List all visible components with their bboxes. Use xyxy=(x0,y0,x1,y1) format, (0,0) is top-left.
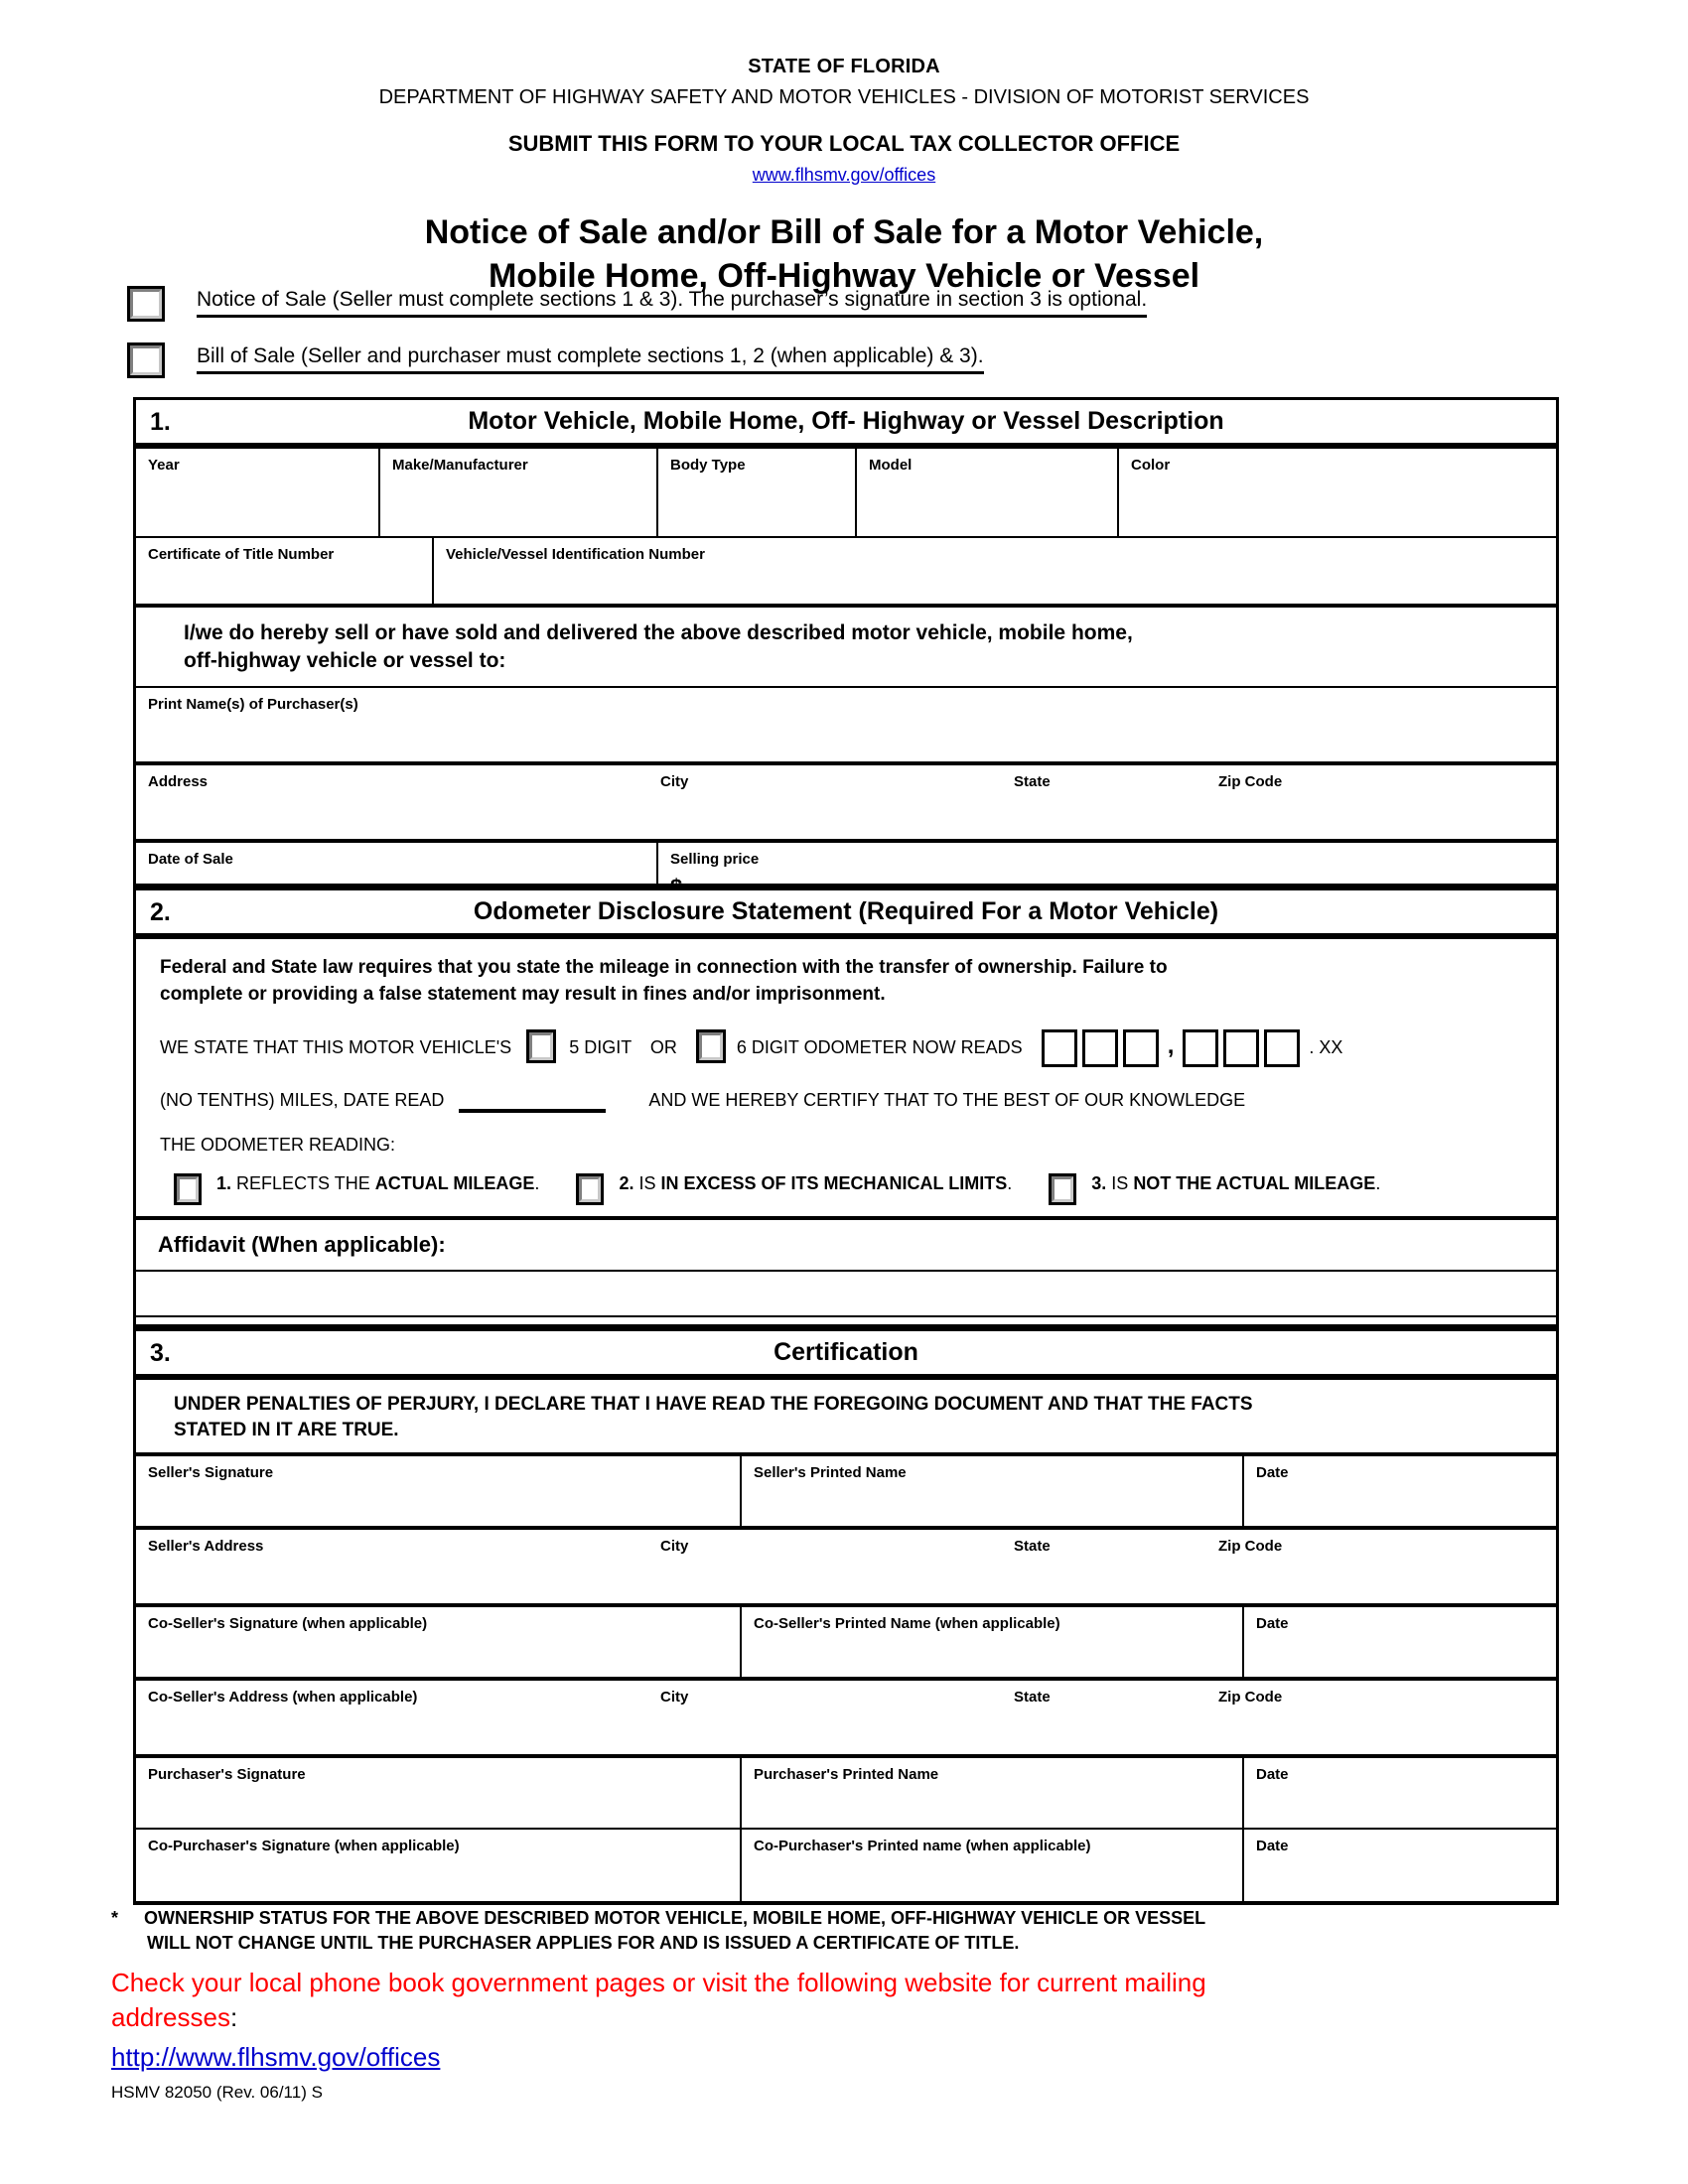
choice-1-pre: REFLECTS THE xyxy=(236,1173,375,1194)
no-tenths-label: (NO TENTHS) MILES, DATE READ xyxy=(160,1089,445,1110)
odometer-digit-box-4[interactable] xyxy=(1183,1029,1218,1067)
odometer-choices-row[interactable] xyxy=(136,1173,1556,1196)
label-city: City xyxy=(660,1538,689,1556)
column-divider xyxy=(1242,1830,1244,1901)
notice-of-sale-checkbox[interactable] xyxy=(127,286,165,322)
odometer-reading-label: THE ODOMETER READING: xyxy=(160,1135,396,1156)
label-state: State xyxy=(1014,1538,1051,1556)
mailing-alert-line1: Check your local phone book government pages or visit the following website for current mailing xyxy=(111,1968,1206,1998)
page-title-line1: Notice of Sale and/or Bill of Sale for a Motor Vehicle, xyxy=(424,213,1264,251)
label-city: City xyxy=(660,772,689,790)
table-row[interactable] xyxy=(133,1607,1559,1677)
section-2-number: 2. xyxy=(150,898,171,926)
label-purchaser-names: Print Name(s) of Purchaser(s) xyxy=(148,695,358,713)
agency-department: DEPARTMENT OF HIGHWAY SAFETY AND MOTOR VEHICLES - DIVISION OF MOTORIST SERVICES xyxy=(378,86,1310,108)
mailing-alert-line2: addresses xyxy=(111,2001,230,2032)
label-state: State xyxy=(1014,772,1051,790)
section-3-number: 3. xyxy=(150,1339,171,1367)
section-1-number: 1. xyxy=(150,408,171,436)
column-divider xyxy=(740,1758,742,1828)
page-title-line2: Mobile Home, Off-Highway Vehicle or Vessel xyxy=(488,256,1200,295)
title-vin-row[interactable] xyxy=(133,538,1559,604)
column-divider xyxy=(740,1456,742,1526)
five-digit-label: 5 DIGIT xyxy=(569,1036,632,1057)
label-sellers-signature: Seller's Signature xyxy=(148,1464,274,1482)
odometer-body xyxy=(133,939,1559,1216)
odometer-comma: , xyxy=(1167,1031,1175,1059)
column-divider xyxy=(656,449,658,536)
choice-2-checkbox[interactable] xyxy=(576,1173,604,1205)
purchaser-address-row[interactable] xyxy=(133,765,1559,839)
odometer-disclaimer-line1: Federal and State law requires that you state the mileage in connection with the transfer of ownership. Failure to xyxy=(160,957,1168,978)
odometer-digit-box-6[interactable] xyxy=(1264,1029,1300,1067)
label-selling-price: Selling price xyxy=(670,850,760,868)
label-co-purchasers-signature: Co-Purchaser's Signature (when applicable) xyxy=(148,1838,460,1855)
vehicle-description-row[interactable] xyxy=(133,449,1559,536)
table-row[interactable] xyxy=(133,1830,1559,1901)
sale-statement-line1: I/we do hereby sell or have sold and delivered the above described motor vehicle, mobile home, xyxy=(184,621,1133,644)
table-row[interactable] xyxy=(133,1530,1559,1603)
date-read-row[interactable] xyxy=(136,1089,1556,1113)
choice-3-number: 3. xyxy=(1091,1173,1107,1194)
document-header xyxy=(0,56,1688,298)
choice-2-strong: IN EXCESS OF ITS MECHANICAL LIMITS xyxy=(660,1173,1008,1194)
choice-2-pre: IS xyxy=(638,1173,661,1194)
five-digit-checkbox[interactable] xyxy=(526,1029,556,1063)
odometer-digit-box-1[interactable] xyxy=(1042,1029,1077,1067)
affidavit-label: Affidavit (When applicable): xyxy=(158,1232,446,1258)
label-zip-code: Zip Code xyxy=(1218,1689,1283,1706)
section-1-header xyxy=(133,397,1559,443)
label-zip-code: Zip Code xyxy=(1218,1538,1283,1556)
choice-3-post: . xyxy=(1375,1173,1381,1194)
section-1-title: Motor Vehicle, Mobile Home, Off- Highway or Vessel Description xyxy=(468,407,1224,435)
label-co-sellers-address: Co-Seller's Address (when applicable) xyxy=(148,1689,418,1706)
label-address: Address xyxy=(148,772,209,790)
or-label: OR xyxy=(649,1036,677,1057)
bill-of-sale-label: Bill of Sale (Seller and purchaser must complete sections 1, 2 (when applicable) & 3). xyxy=(197,344,984,374)
sale-statement xyxy=(133,608,1559,686)
section-1 xyxy=(133,397,1559,904)
notice-of-sale-label: Notice of Sale (Seller must complete sections 1 & 3). The purchaser’s signature in section 3 is optional. xyxy=(197,288,1147,318)
sale-statement-line2: off-highway vehicle or vessel to: xyxy=(184,649,506,673)
agency-state: STATE OF FLORIDA xyxy=(748,56,940,77)
perjury-line2: STATED IN IT ARE TRUE. xyxy=(174,1419,399,1440)
odometer-digit-box-3[interactable] xyxy=(1123,1029,1159,1067)
column-divider xyxy=(1242,1456,1244,1526)
ownership-note-line1: OWNERSHIP STATUS FOR THE ABOVE DESCRIBED MOTOR VEHICLE, MOBILE HOME, OFF-HIGHWAY VEHICLE OR VESSEL xyxy=(144,1908,1206,1928)
label-purchasers-signature: Purchaser's Signature xyxy=(148,1766,306,1784)
label-state: State xyxy=(1014,1689,1051,1706)
label-year: Year xyxy=(148,457,180,474)
form-code: HSMV 82050 (Rev. 06/11) S xyxy=(111,2083,323,2102)
perjury-line1: UNDER PENALTIES OF PERJURY, I DECLARE THAT I HAVE READ THE FOREGOING DOCUMENT AND THAT THE FACTS xyxy=(174,1394,1253,1415)
table-row[interactable] xyxy=(133,1758,1559,1828)
odometer-reading-row[interactable] xyxy=(136,1029,1556,1067)
date-read-input[interactable] xyxy=(459,1089,606,1113)
table-row[interactable] xyxy=(133,1456,1559,1526)
column-divider xyxy=(1242,1607,1244,1677)
choice-1-number: 1. xyxy=(216,1173,232,1194)
submit-instruction: SUBMIT THIS FORM TO YOUR LOCAL TAX COLLECTOR OFFICE xyxy=(507,131,1181,156)
odometer-digit-box-2[interactable] xyxy=(1082,1029,1118,1067)
label-date: Date xyxy=(1256,1615,1289,1633)
odometer-digit-box-5[interactable] xyxy=(1223,1029,1259,1067)
purchaser-name-row[interactable] xyxy=(133,688,1559,761)
six-digit-checkbox[interactable] xyxy=(696,1029,726,1063)
perjury-statement xyxy=(133,1380,1559,1452)
label-co-purchasers-printed-name: Co-Purchaser's Printed name (when applicable) xyxy=(754,1838,1091,1855)
section-2-title: Odometer Disclosure Statement (Required For a Motor Vehicle) xyxy=(473,897,1219,925)
label-sellers-address: Seller's Address xyxy=(148,1538,264,1556)
label-date: Date xyxy=(1256,1464,1289,1482)
label-body-type: Body Type xyxy=(670,457,746,474)
odometer-disclaimer xyxy=(136,939,1556,1008)
choice-2-number: 2. xyxy=(619,1173,634,1194)
mailing-alert-colon: : xyxy=(229,2001,238,2032)
certify-label: AND WE HEREBY CERTIFY THAT TO THE BEST OF OUR KNOWLEDGE xyxy=(648,1089,1246,1110)
label-co-sellers-signature: Co-Seller's Signature (when applicable) xyxy=(148,1615,428,1633)
label-purchasers-printed-name: Purchaser's Printed Name xyxy=(754,1766,939,1784)
column-divider xyxy=(1242,1758,1244,1828)
label-city: City xyxy=(660,1689,689,1706)
section-3 xyxy=(133,1324,1559,1905)
table-row[interactable] xyxy=(133,1681,1559,1754)
label-sellers-printed-name: Seller's Printed Name xyxy=(754,1464,907,1482)
affidavit-header xyxy=(133,1220,1559,1270)
section-3-header xyxy=(133,1328,1559,1374)
odometer-decimals: . XX xyxy=(1309,1036,1343,1057)
label-certificate-of-title-number: Certificate of Title Number xyxy=(148,546,335,563)
odometer-reading-heading xyxy=(136,1135,1556,1156)
six-digit-label: 6 DIGIT ODOMETER NOW READS xyxy=(736,1036,1023,1057)
label-date: Date xyxy=(1256,1838,1289,1855)
page-title xyxy=(0,211,1688,298)
label-make: Make/Manufacturer xyxy=(392,457,528,474)
offices-link[interactable]: http://www.flhsmv.gov/offices xyxy=(111,2042,441,2072)
bill-of-sale-checkbox[interactable] xyxy=(127,342,165,378)
we-state-text: WE STATE THAT THIS MOTOR VEHICLE'S xyxy=(160,1036,512,1057)
column-divider xyxy=(432,538,434,604)
choice-3-pre: IS xyxy=(1111,1173,1134,1194)
choice-3-strong: NOT THE ACTUAL MILEAGE xyxy=(1133,1173,1376,1194)
choice-2-post: . xyxy=(1007,1173,1013,1194)
column-divider xyxy=(378,449,380,536)
label-zip-code: Zip Code xyxy=(1218,772,1283,790)
label-date: Date xyxy=(1256,1766,1289,1784)
choice-1-checkbox[interactable] xyxy=(174,1173,202,1205)
label-co-sellers-printed-name: Co-Seller's Printed Name (when applicable) xyxy=(754,1615,1060,1633)
section-3-title: Certification xyxy=(774,1338,918,1366)
column-divider xyxy=(1117,449,1119,536)
ownership-note-line2: WILL NOT CHANGE UNTIL THE PURCHASER APPLIES FOR AND IS ISSUED A CERTIFICATE OF TITLE. xyxy=(147,1933,1020,1954)
odometer-disclaimer-line2: complete or providing a false statement may result in fines and/or imprisonment. xyxy=(160,983,886,1005)
column-divider xyxy=(740,1607,742,1677)
section-2 xyxy=(133,884,1559,1383)
ownership-note xyxy=(111,1906,1581,1956)
rule xyxy=(133,1901,1559,1905)
column-divider xyxy=(740,1830,742,1901)
choice-1-post: . xyxy=(534,1173,540,1194)
header-offices-link[interactable]: www.flhsmv.gov/offices xyxy=(752,165,936,185)
mailing-address-alert xyxy=(111,1966,1581,2034)
choice-3-checkbox[interactable] xyxy=(1049,1173,1076,1205)
label-date-of-sale: Date of Sale xyxy=(148,850,233,868)
section-2-header xyxy=(133,887,1559,933)
asterisk-marker: * xyxy=(111,1908,119,1928)
choice-1-strong: ACTUAL MILEAGE xyxy=(374,1173,535,1194)
document-footer xyxy=(111,1906,1581,2103)
label-color: Color xyxy=(1131,457,1171,474)
label-vin: Vehicle/Vessel Identification Number xyxy=(446,546,705,563)
label-model: Model xyxy=(869,457,913,474)
affidavit-line-1[interactable] xyxy=(133,1272,1559,1315)
column-divider xyxy=(855,449,857,536)
